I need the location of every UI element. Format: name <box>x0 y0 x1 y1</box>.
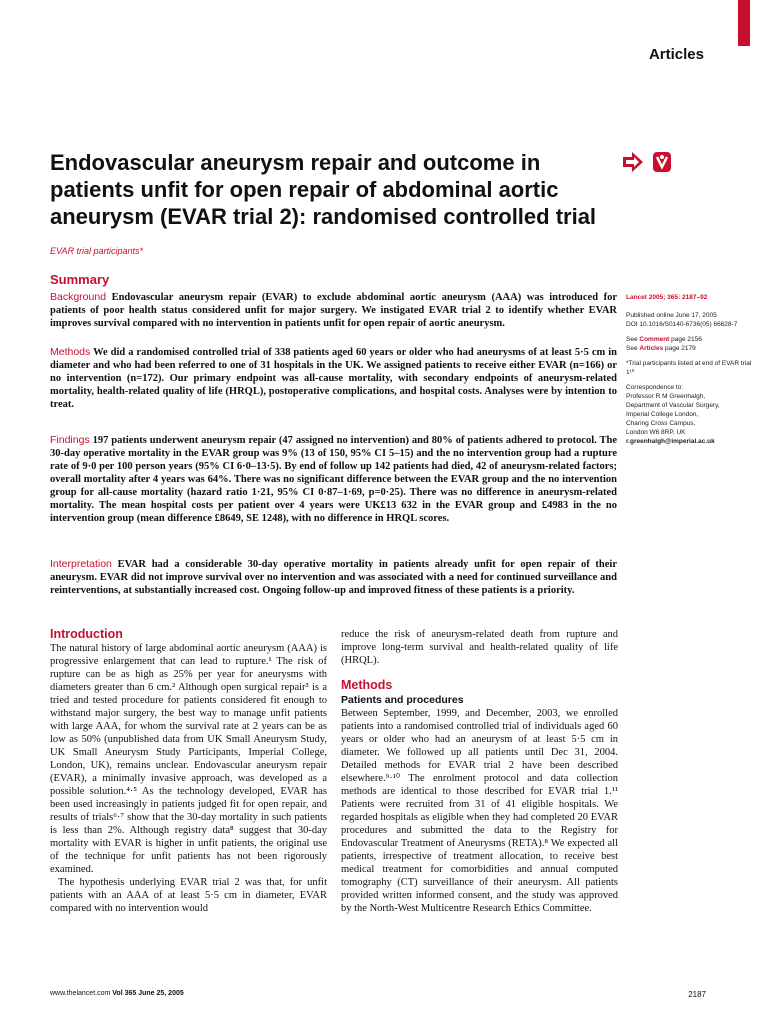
patients-procedures-heading: Patients and procedures <box>341 694 464 706</box>
correspondence-email[interactable]: r.greenhalgh@imperial.ac.uk <box>626 438 715 445</box>
findings-label: Findings <box>50 434 90 446</box>
summary-heading: Summary <box>50 272 110 287</box>
sidebar <box>626 293 754 446</box>
footer-site[interactable]: www.thelancet.com <box>50 990 111 997</box>
abstract-background <box>50 291 617 330</box>
interpretation-label: Interpretation <box>50 558 112 570</box>
methods-text: We did a randomised controlled trial of 338 patients aged 60 years or older who had aneurysms of at least 5·5 cm in diameter and who had been referred to one of 31 hospitals in the UK. We assigned patients to receive either EVAR (n=166) or no intervention (n=172). Our primary endpoint was all-cause mortality, with secondary endpoints of aneurysm-related mortality, health-related quality of life (HRQL), postoperative complications, and hospital costs. Analyses were by intention to treat. <box>50 347 618 410</box>
intro-paragraph-2: The hypothesis underlying EVAR trial 2 was that, for unfit patients with an AAA of at least 5·5 cm in diameter, EVAR compared with no intervention would <box>50 877 327 914</box>
correspondence-inst: Imperial College London, <box>626 411 699 418</box>
article-title: Endovascular aneurysm repair and outcome in patients unfit for open repair of abdominal aortic aneurysm (EVAR trial 2): randomised controlled trial <box>50 150 597 229</box>
arrow-icon[interactable] <box>622 151 644 178</box>
articles-link[interactable]: Articles <box>639 345 664 352</box>
correspondence-city: London W6 8RP, UK <box>626 429 686 436</box>
introduction-heading: Introduction <box>50 627 123 641</box>
abstract-findings <box>50 434 617 525</box>
correspondence-campus: Charing Cross Campus, <box>626 420 696 427</box>
footer-date: June 25, 2005 <box>138 990 184 997</box>
open-access-icon[interactable] <box>652 151 672 178</box>
body-column-right <box>341 628 618 915</box>
abstract-interpretation <box>50 558 617 597</box>
correspondence-name: Professor R M Greenhalgh, <box>626 393 706 400</box>
trial-note: *Trial participants listed at end of EVAR trial 1¹⁰ <box>626 360 752 376</box>
abstract-methods <box>50 346 617 411</box>
findings-text: 197 patients underwent aneurysm repair (47 assigned no intervention) and 80% of patients adhered to protocol. The 30-day operative mortality in the EVAR group was 9% (13 of 150, 95% CI 5–15) and the no intervention group had a rupture rate of 9·0 per 100 person years (95% CI 6·0–13·5). By end of follow up 142 patients had died, 42 of aneurysm-related factors; overall mortality after 4 years was 64%. There was no significant difference between the EVAR group and the no intervention group for all-cause mortality (hazard ratio 1·21, 95% CI 0·87–1·69, p=0·25). There was no difference in aneurysm-related mortality. The mean hospital costs per patient over 4 years were UK£13 632 in the EVAR group and £4983 in the no intervention group (mean difference £8649, SE 1248), with no difference in HRQL scores. <box>50 435 617 524</box>
methods-paragraph-1: Between September, 1999, and December, 2003, we enrolled patients into a randomised controlled trial of individuals aged 60 years or older who had an aneurysm of at least 5·5 cm in diameter. We followed up all patients until Dec 31, 2004. Detailed methods for EVAR trial 2 have been described elsewhere.⁹·¹⁰ The enrolment protocol and data collection methods are identical to those described for EVAR trial 1.¹¹ Patients were recruited from 31 of 41 eligible hospitals. We regarded hospitals as eligible when they had completed 20 EVAR procedures and submitted the data to the Registry for Endovascular Treatment of Aneurysms (RETA).⁸ We expected all patients, irrespective of treatment allocation, to receive best medical treatment for comorbidities and annual computed tomography (CT) surveillance of their aneurysm. All patients provided written informed consent, and the study was approved by the North-West Multicentre Research Ethics Committee. <box>341 708 618 914</box>
methods-heading: Methods <box>341 678 393 692</box>
accent-bar <box>738 0 750 46</box>
background-label: Background <box>50 291 107 303</box>
correspondence-label: Correspondence to: <box>626 384 684 391</box>
citation: Lancet 2005; 365: 2187–92 <box>626 294 708 301</box>
methods-label: Methods <box>50 346 91 358</box>
intro-paragraph-1: The natural history of large abdominal aortic aneurysm (AAA) is progressive enlargement that can lead to rupture.¹ The risk of rupture can be as high as 25% per year for aneurysms with diameters greater than 6 cm.² Although open surgical repair³ is a tried and tested procedure for patients considered fit enough to withstand major surgery, the best way to manage unfit patients with large AAA, for whom the survival rate at 2 years can be as low as 50% (unpublished data from UK Small Aneurysm Study, UK Small Aneurysm Study Participants, Imperial College, London, UK), remains unclear. Endovascular aneurysm repair (EVAR), a minimally invasive approach, was developed as a possible solution.⁴·⁵ As the technology developed, EVAR has been used increasingly in patients judged fit for open repair, and results of trials⁶·⁷ show that the 30-day mortality in such patients is less than 2%. Although registry data⁸ suggest that 30-day mortality with EVAR is higher in unfit patients, the original use of the technique for unfit patients has not been rigorously examined. <box>50 643 327 875</box>
footer-volume: Vol 365 <box>112 990 137 997</box>
correspondence-dept: Department of Vascular Surgery, <box>626 402 720 409</box>
interpretation-text: EVAR had a considerable 30-day operative mortality in patients already unfit for open repair of their aneurysm. EVAR did not improve survival over no intervention and was associated with a need for continued surveillance and reinterventions, at substantially increased cost. Ongoing follow-up and improved fitness of these patients is a priority. <box>50 559 617 596</box>
body-column-left <box>50 626 327 915</box>
intro-continuation: reduce the risk of aneurysm-related death from rupture and improve long-term survival and health-related quality of life (HRQL). <box>341 629 618 666</box>
title-icons <box>622 151 676 178</box>
byline: EVAR trial participants* <box>50 246 144 256</box>
section-label: Articles <box>648 46 704 63</box>
see-comment: See Comment page 2156 <box>626 336 702 343</box>
background-text: Endovascular aneurysm repair (EVAR) to exclude abdominal aortic aneurysm (AAA) was introduced for patients of poor health status considered unfit for major surgery. We instigated EVAR trial 2 to identify whether EVAR improves survival compared with no intervention in patients unfit for open repair of aortic aneurysm. <box>50 292 617 329</box>
footer-left <box>50 990 184 997</box>
doi[interactable]: DOI 10.1016/S0140-6736(05) 66628-7 <box>626 321 738 328</box>
see-articles: See Articles page 2179 <box>626 345 696 352</box>
comment-link[interactable]: Comment <box>639 336 670 343</box>
published-date: Published online June 17, 2005 <box>626 312 717 319</box>
page-number: 2187 <box>688 990 706 999</box>
